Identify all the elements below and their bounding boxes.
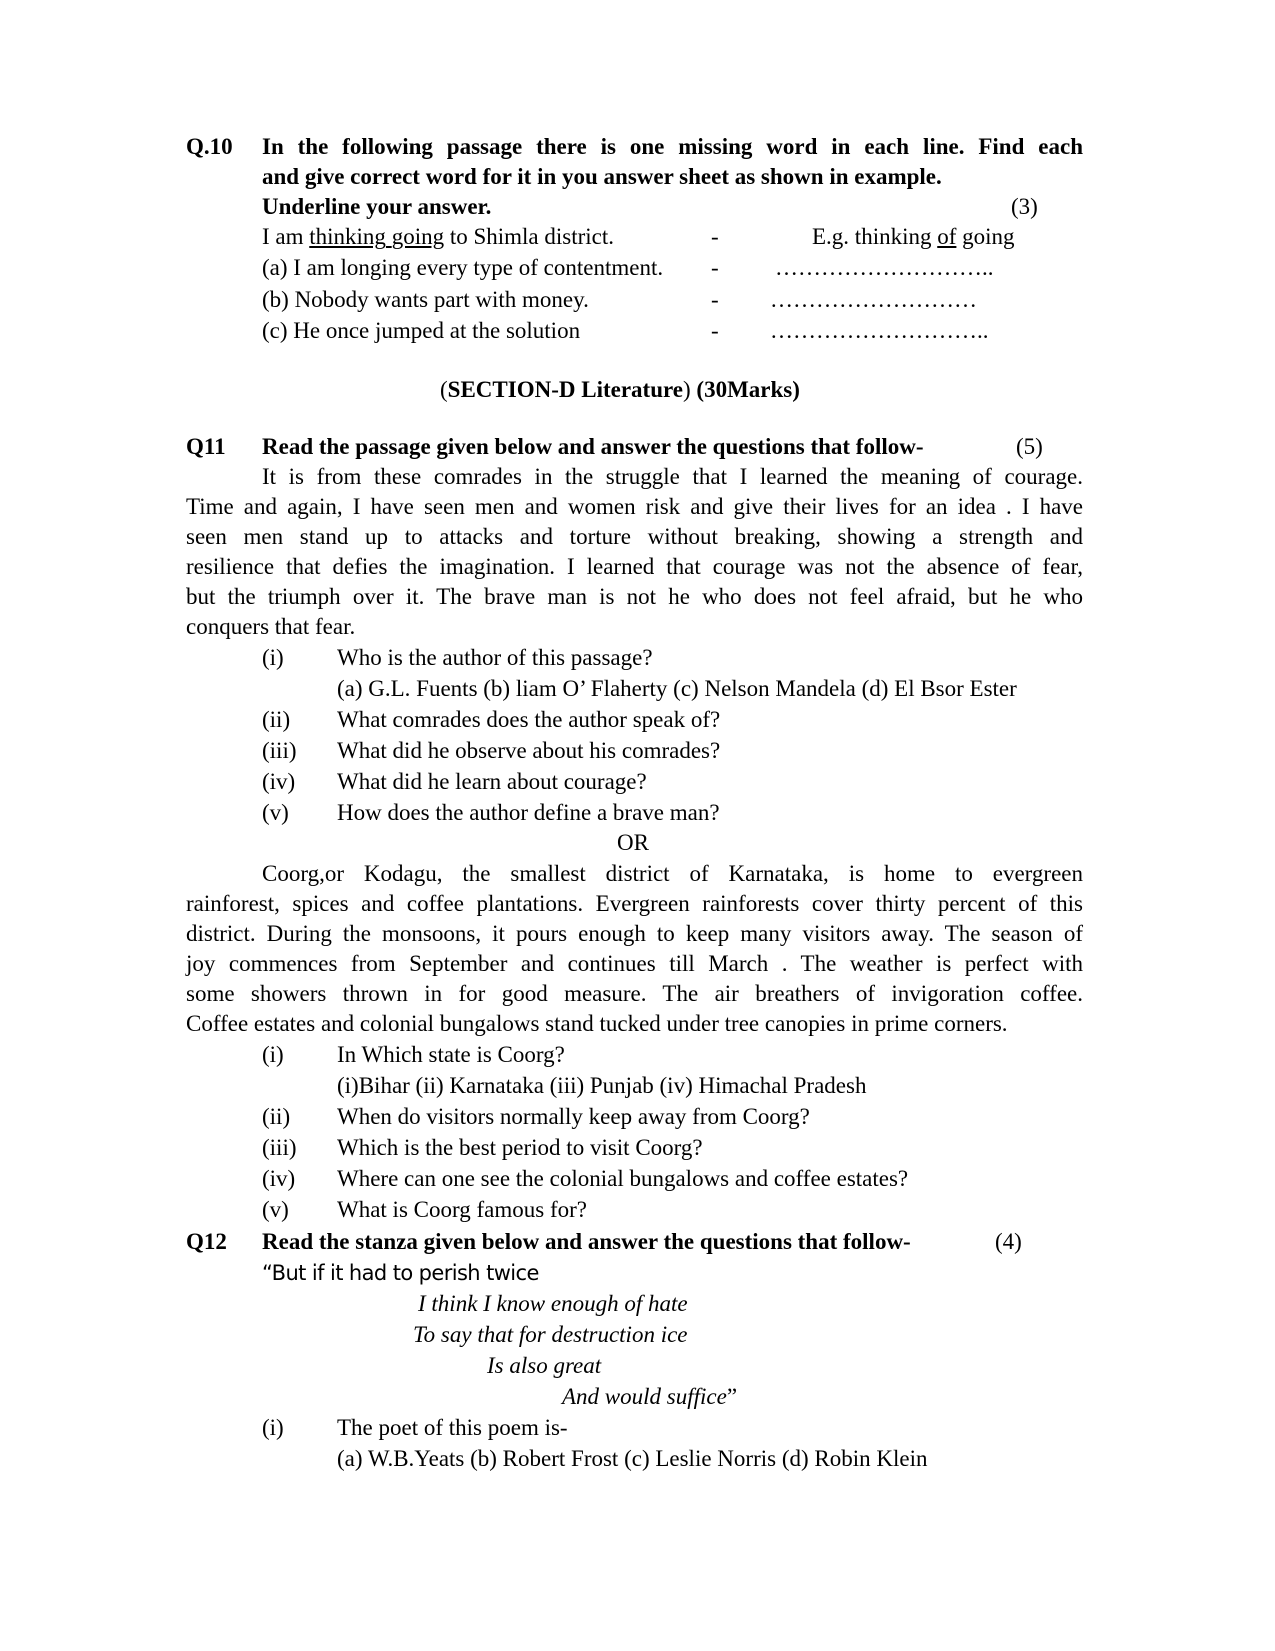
q11-question-number: (v) [262,800,289,825]
q11b-question-text: When do visitors normally keep away from Coorg? [337,1104,810,1129]
q10-item-a: (a) I am longing every type of contentment. [262,255,664,280]
q11-question-number: (ii) [262,707,291,732]
q11b-question-number: (ii) [262,1104,291,1129]
q11b-question-options: (i)Bihar (ii) Karnataka (iii) Punjab (iv) Himachal Pradesh [337,1073,867,1098]
q10-instruction-line-2: and give correct word for it in you answer sheet as shown in example. [262,164,942,189]
question-number-11: Q11 [186,434,226,459]
q12-question-text: The poet of this poem is- [337,1415,568,1440]
q11-question-text: What comrades does the author speak of? [337,707,721,732]
q10-example-answer: E.g. thinking of going [812,224,1015,249]
q11-question-number: (iv) [262,769,296,794]
q11-question-text: How does the author define a brave man? [337,800,720,825]
q10-instruction-line-1: In the following passage there is one missing word in each line. Find each [262,134,1083,159]
q11-passage-line-1: It is from these comrades in the struggle that I learned the meaning of courage. [262,464,1083,489]
question-number-10: Q.10 [186,134,233,159]
stanza-line-2: I think I know enough of hate [418,1291,688,1316]
q11-passage2-line-5: some showers thrown in for good measure. The air breathers of invigoration coffee. [186,981,1083,1006]
q10-item-c-blank: ……………………….. [770,318,989,343]
q11-passage2-line-4: joy commences from September and continues till March . The weather is perfect with [186,951,1083,976]
q11b-question-text: In Which state is Coorg? [337,1042,565,1067]
q12-question-number: (i) [262,1415,284,1440]
q11-passage2-line-2: rainforest, spices and coffee plantations. Evergreen rainforests cover thirty percent of this [186,891,1083,916]
q12-instruction: Read the stanza given below and answer the questions that follow- [262,1229,911,1254]
q11b-question-number: (iii) [262,1135,297,1160]
q11-passage-line-4: resilience that defies the imagination. I learned that courage was not the absence of fear, [186,554,1083,579]
q10-item-b: (b) Nobody wants part with money. [262,287,589,312]
q11-question-number: (i) [262,645,284,670]
q11-instruction: Read the passage given below and answer the questions that follow- [262,434,924,459]
q12-marks: (4) [995,1229,1022,1254]
q11-passage-line-5: but the triumph over it. The brave man is not he who does not feel afraid, but he who [186,584,1083,609]
q11b-question-number: (i) [262,1042,284,1067]
q10-instruction-line-3: Underline your answer. [262,194,492,219]
q11b-question-text: Which is the best period to visit Coorg? [337,1135,703,1160]
stanza-line-4: Is also great [487,1353,602,1378]
q10-item-a-blank: ……………………….. [775,255,994,280]
q12-question-options: (a) W.B.Yeats (b) Robert Frost (c) Leslie Norris (d) Robin Klein [337,1446,928,1471]
q11-passage2-line-6: Coffee estates and colonial bungalows stand tucked under tree canopies in prime corners. [186,1011,1008,1036]
q11-question-text: What did he learn about courage? [337,769,647,794]
section-heading: (SECTION-D Literature) (30Marks) [440,377,800,402]
q11-question-number: (iii) [262,738,297,763]
q11-passage2-line-1: Coorg,or Kodagu, the smallest district of Karnataka, is home to evergreen [262,861,1083,886]
q10-example-dash: - [711,224,719,249]
q10-item-a-dash: - [711,255,719,280]
q11-question-text: What did he observe about his comrades? [337,738,721,763]
q10-item-b-blank: ……………………… [770,287,977,312]
q11-passage2-line-3: district. During the monsoons, it pours enough to keep many visitors away. The season of [186,921,1083,946]
q11-marks: (5) [1016,434,1043,459]
question-number-12: Q12 [186,1229,227,1254]
q10-item-c: (c) He once jumped at the solution [262,318,581,343]
q11-passage-line-3: seen men stand up to attacks and torture without breaking, showing a strength and [186,524,1083,549]
q10-item-c-dash: - [711,318,719,343]
stanza-line-5: And would suffice” [562,1384,738,1409]
q11-passage-line-6: conquers that fear. [186,614,356,639]
q11b-question-number: (v) [262,1197,289,1222]
q11b-question-number: (iv) [262,1166,296,1191]
stanza-line-3: To say that for destruction ice [413,1322,688,1347]
q11-question-text: Who is the author of this passage? [337,645,653,670]
q10-marks: (3) [1011,194,1038,219]
or-divider: OR [617,830,649,855]
q11b-question-text: What is Coorg famous for? [337,1197,587,1222]
q11-question-options: (a) G.L. Fuents (b) liam O’ Flaherty (c) Nelson Mandela (d) El Bsor Ester [337,676,1017,701]
q11-passage-line-2: Time and again, I have seen men and women risk and give their lives for an idea . I have [186,494,1083,519]
q10-item-b-dash: - [711,287,719,312]
q10-example-sentence: I am thinking going to Shimla district. [262,224,615,249]
q11b-question-text: Where can one see the colonial bungalows and coffee estates? [337,1166,909,1191]
stanza-line-1: “But if it had to perish twice [262,1261,539,1285]
